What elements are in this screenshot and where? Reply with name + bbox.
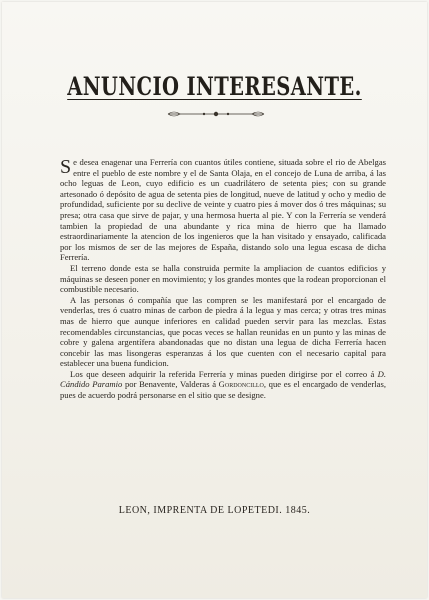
paragraph-4 [60,369,386,401]
paragraph-1-text: e desea enagenar una Ferrería con cuantos útiles contiene, situada sobre el rio de Abelgas entre el pueblo de este nombre y el de Santa Olaja, en el concejo de Luna de arriba, á las ocho leguas de Leon, cuyo edificio es un cuadrilátero de setenta pies; con su grande artesonado ó depósito de agua de setenta pies de longitud, nueve de latitud y ocho y medio de profundidad, suficiente por su declive de veinte y cuatro pies á mover dos ó tres máquinas; su presa; otra casa que sirve de pajar, y una hermosa huerta al pie. Y con la Ferrería se venderá tambien la propiedad de una abundante y rica mina de hierro que ha llamado estraordinariamente la atencion de los ingenieros que la han visitado y ensayado, calificada por los mismos de ser de las mejores de España, distando solo una legua escasa de dicha Ferrería. [60,157,386,263]
divider-ornament [166,110,266,118]
poster-title: ANUNCIO INTERESANTE. [67,72,362,101]
contact-name: D. Cándido Paramio [60,368,386,390]
announcement-body [60,157,386,401]
poster-sheet [2,2,427,598]
paragraph-3: A las personas ó compañía que las compren se les manifestará por el encargado de venderlas, tres ó cuatro minas de carbon de piedra á la legua y mas cerca; y otras tres minas mas de hierro que aunque inferiores en calidad pueden servir para las mezclas. Estas recomendables circunstancias, que pocas veces se hallan reunidas en un punto y las minas de cobre y galena argentífera abandonadas que no distan una legua de dicha Ferrería hacen concebir las mas lisongeras esperanzas á los que cuenten con el necesario capital para establecer una buena fundicion. [60,294,386,369]
drop-cap: S [60,156,72,178]
contact-place: Gordoncillo [218,379,264,390]
paragraph-2: El terreno donde esta se halla construida permite la ampliacion de cuantos edificios y máquinas se deseen poner en movimiento; y los grandes montes que la rodean proporcionan el combustible necesario. [60,262,386,295]
paragraph-4-part1: Los que deseen adquirir la referida Ferrería y minas pueden dirigirse por el correo á [70,368,375,379]
printer-imprint: LEON, IMPRENTA DE LOPETEDI. 1845. [118,505,311,516]
paragraph-1 [60,157,386,263]
paragraph-4-part3: , que es el encargado de venderlas, pues de acuerdo podrá personarse en el sitio que se designe. [60,379,386,401]
paragraph-4-part2: por Benavente, Valderas á [124,379,217,390]
